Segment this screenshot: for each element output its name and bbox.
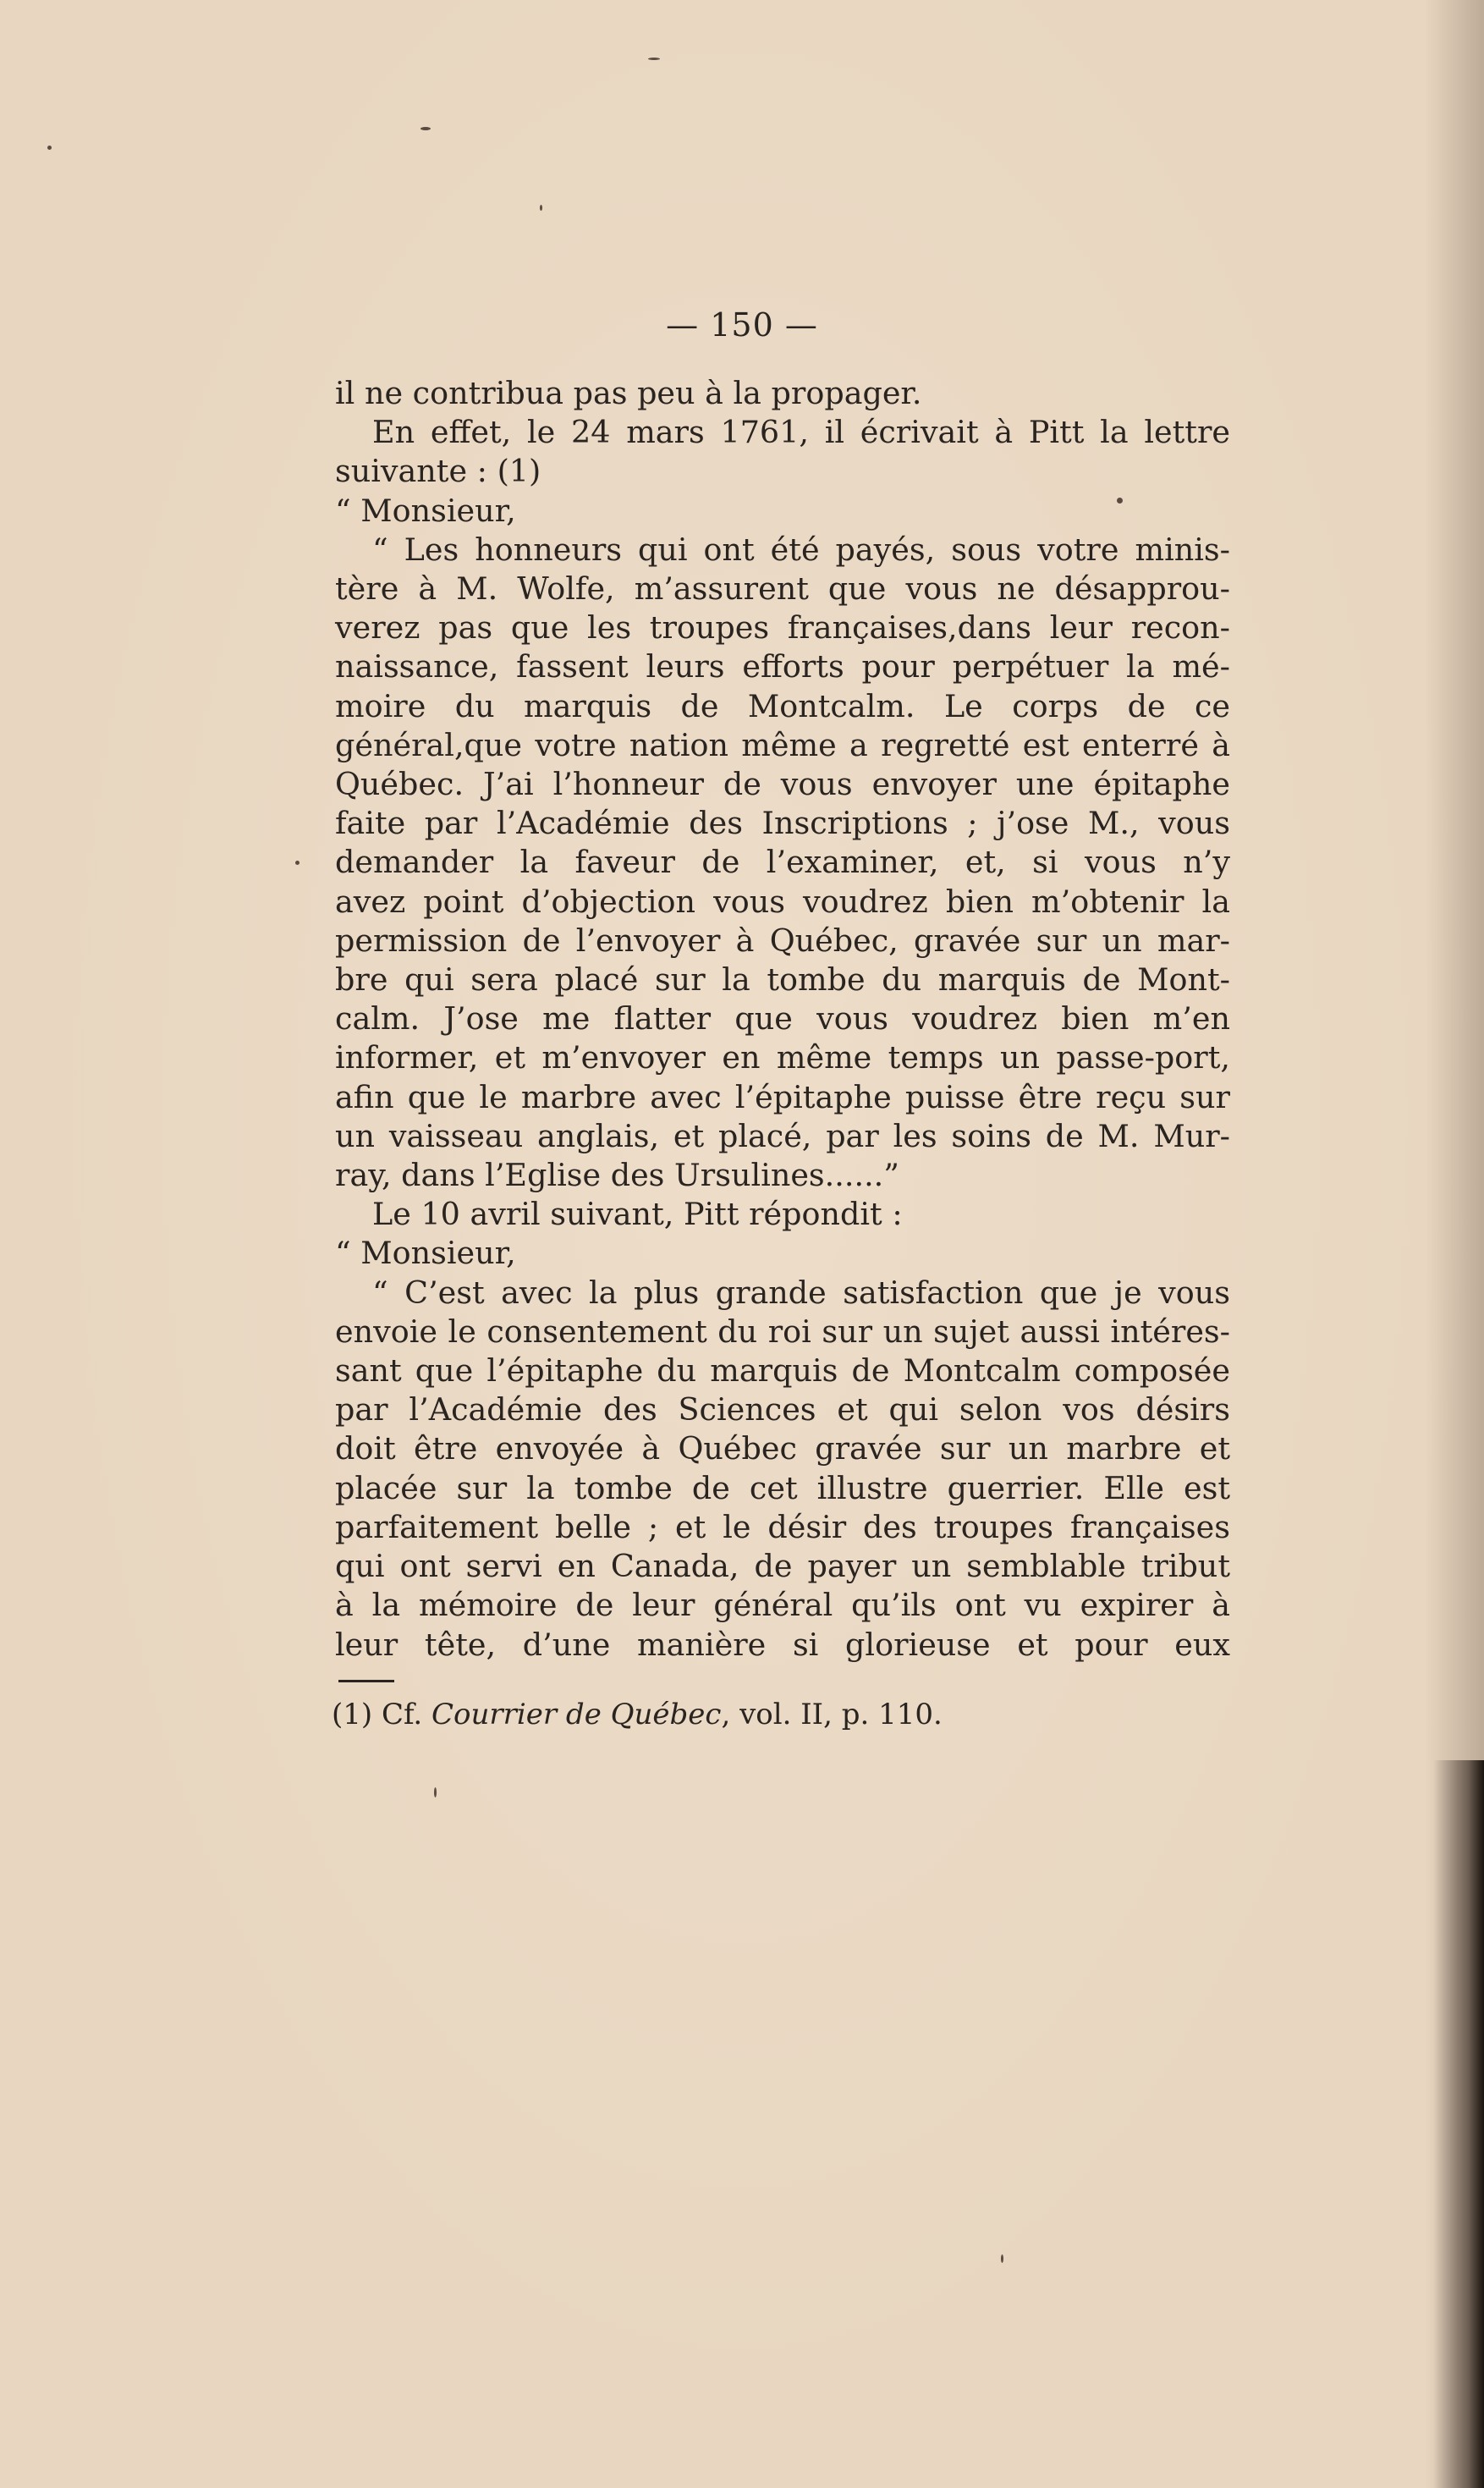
text-line: demander la faveur de l’examiner, et, si vous n’y (335, 844, 1230, 881)
text-line: un vaisseau anglais, et placé, par les soins de M. Mur- (335, 1117, 1230, 1154)
text-line: permission de l’envoyer à Québec, gravée sur un mar- (335, 922, 1230, 959)
footnote-prefix: (1) Cf. (332, 1698, 431, 1731)
text-line: doit être envoyée à Québec gravée sur un marbre et (335, 1430, 1230, 1467)
text-line: leur tête, d’une manière si glorieuse et pour eux (335, 1626, 1230, 1663)
text-line: placée sur la tombe de cet illustre guerrier. Elle est (335, 1469, 1230, 1506)
text-line: “ Monsieur, (335, 1235, 516, 1272)
text-line: il ne contribua pas peu à la propager. (335, 375, 922, 411)
text-line: informer, et m’envoyer en même temps un passe-port, (335, 1039, 1230, 1076)
paper-speck (540, 205, 542, 211)
paper-speck (47, 146, 52, 150)
paper-speck (295, 861, 300, 865)
text-line: Le 10 avril suivant, Pitt répondit : (372, 1196, 903, 1233)
text-line: avez point d’objection vous voudrez bien m’obtenir la (335, 883, 1230, 920)
text-line: envoie le consentement du roi sur un sujet aussi intéres- (335, 1313, 1230, 1350)
paper-speck (1001, 2254, 1003, 2263)
paper-speck (420, 127, 431, 130)
text-line: naissance, fassent leurs efforts pour perpétuer la mé- (335, 648, 1230, 685)
text-line: ray, dans l’Eglise des Ursulines......” (335, 1157, 899, 1194)
text-line: “ Les honneurs qui ont été payés, sous votre minis- (372, 531, 1230, 568)
text-line: parfaitement belle ; et le désir des troupes françaises (335, 1508, 1230, 1545)
text-line: verez pas que les troupes françaises,dans leur recon- (335, 609, 1230, 647)
text-line: par l’Académie des Sciences et qui selon vos désirs (335, 1391, 1230, 1428)
text-line: En effet, le 24 mars 1761, il écrivait à Pitt la lettre (372, 414, 1230, 451)
text-line: “ Monsieur, (335, 492, 516, 529)
footnote (332, 1698, 975, 1731)
text-line: sant que l’épitaphe du marquis de Montcalm composée (335, 1352, 1230, 1390)
text-line: Québec. J’ai l’honneur de vous envoyer une épitaphe (335, 766, 1230, 803)
text-line: “ C’est avec la plus grande satisfaction que je vous (372, 1274, 1230, 1311)
text-line: général,que votre nation même a regretté est enterré à (335, 726, 1230, 763)
text-line: moire du marquis de Montcalm. Le corps de ce (335, 687, 1230, 724)
text-line: à la mémoire de leur général qu’ils ont vu expirer à (335, 1587, 1230, 1624)
text-line: afin que le marbre avec l’épitaphe puisse être reçu sur (335, 1078, 1230, 1115)
footnote-rule (338, 1680, 394, 1682)
text-line: qui ont servi en Canada, de payer un semblable tribut (335, 1548, 1230, 1585)
footnote-source: Courrier de Québec (431, 1698, 722, 1731)
text-line: suivante : (1) (335, 453, 541, 490)
paper-speck (648, 58, 660, 60)
footnote-suffix: , vol. II, p. 110. (721, 1698, 943, 1731)
paper-speck (1117, 498, 1123, 504)
text-line: bre qui sera placé sur la tombe du marquis de Mont- (335, 961, 1230, 999)
text-line: faite par l’Académie des Inscriptions ; j’ose M., vous (335, 805, 1230, 842)
paper-speck (434, 1787, 437, 1797)
body-text (335, 374, 1230, 1665)
text-line: tère à M. Wolfe, m’assurent que vous ne désapprou- (335, 570, 1230, 608)
text-line: calm. J’ose me flatter que vous voudrez bien m’en (335, 1000, 1230, 1038)
page-number: — 150 — (666, 306, 818, 344)
page-edge-shadow (1433, 1760, 1484, 2488)
